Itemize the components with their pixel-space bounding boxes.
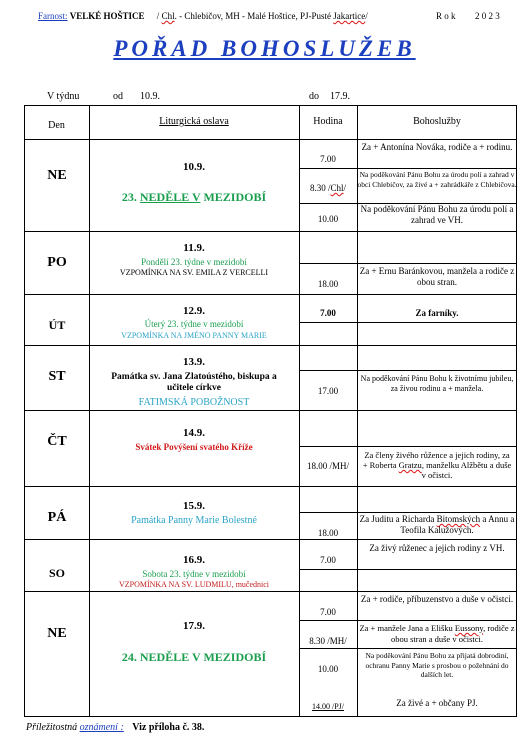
time-ne2-3: 10.00 <box>317 664 339 674</box>
day-ne1: NE <box>47 168 67 183</box>
week-do-label: do <box>309 91 319 102</box>
day-ct: ČT <box>47 434 67 449</box>
day-ut: ÚT <box>48 318 66 332</box>
feast-ne1: 23. NEDĚLE V MEZIDOBÍ <box>121 190 267 204</box>
filial-jakartice: Jakartice <box>333 11 366 21</box>
day-st: ST <box>48 369 66 384</box>
week-od-label: od <box>113 91 123 102</box>
date-st: 13.9. <box>183 356 205 368</box>
filial-close: / <box>365 11 368 21</box>
service-ne2-1: Za + rodiče, příbuzenstvo a duše v očistci. <box>360 594 514 604</box>
time-ut-1: 7.00 <box>320 308 336 318</box>
week-od: 10.9. <box>140 91 160 102</box>
time-ct-1: 18.00 /MH/ <box>306 461 349 471</box>
date-po: 11.9. <box>183 242 205 254</box>
service-pa-1: Za Juditu a Richarda Bitomských a Annu a Teofila Kalužových. <box>359 514 515 535</box>
filial-open: / <box>156 11 162 21</box>
farnost-name: VELKÉ HOŠTICE <box>69 11 145 21</box>
date-ut: 12.9. <box>183 305 205 317</box>
feast-ct: Svátek Povýšení svatého Kříže <box>135 442 253 452</box>
extra-st: FATIMSKÁ POBOŽNOST <box>138 397 250 408</box>
service-so-1: Za živý růženec a jejich rodiny z VH. <box>369 543 505 553</box>
footer-text: Viz příloha č. 38. <box>132 722 205 733</box>
filial-mid: . - Chlebičov, MH - Malé Hoštice, PJ-Pusté <box>174 11 334 21</box>
week-do: 17.9. <box>330 91 350 102</box>
time-ne1-1: 7.00 <box>320 154 336 164</box>
service-ne2-2: Za + manžele Jana a Elišku Eussony, rodiče z obou stran a duše v očistci. <box>359 623 515 644</box>
col-den: Den <box>48 120 65 131</box>
feast-so: Sobota 23. týdne v mezidobí <box>142 569 246 579</box>
date-pa: 15.9. <box>183 500 205 512</box>
time-ne2-4: 14.00 /PJ/ <box>311 702 344 711</box>
page-title: POŘAD BOHOSLUŽEB <box>113 36 416 61</box>
time-ne1-2: 8.30 /Chl/ <box>309 183 347 193</box>
time-ne2-2: 8.30 /MH/ <box>309 636 347 646</box>
service-ne2-3: Na poděkování Pánu Bohu za přijatá dobrodiní, ochranu Panny Marie s prosbou o požehnání do dalších let. <box>365 651 509 679</box>
time-st-1: 17.00 <box>317 386 339 396</box>
date-ct: 14.9. <box>183 427 205 439</box>
rok-value: 2 0 2 3 <box>475 11 500 21</box>
service-ct-1: Za členy živého růžence a jejich rodiny, za + Roberta Gratzu, manželku Alžbětu a duše v očistci. <box>362 450 512 480</box>
col-liturgicka: Liturgická oslava <box>159 116 229 127</box>
service-st-1: Na poděkování Pánu Bohu k životnímu jubileu, za živou rodinu a + manžela. <box>360 374 514 393</box>
memorial-so: VZPOMÍNKA NA SV. LUDMILU, mučednici <box>118 580 270 589</box>
time-so-1: 7.00 <box>320 555 336 565</box>
time-po-1: 18.00 <box>317 279 339 289</box>
date-ne1: 10.9. <box>183 161 205 173</box>
day-ne2: NE <box>47 626 67 641</box>
service-ne1-2: Na poděkování Pánu Bohu za úrodu polí a zahrad v obci Chlebičov, za živé a + zahrádkáře z Chlebičova. <box>357 170 517 189</box>
feast-po: Pondělí 23. týdne v mezidobí <box>141 257 247 267</box>
memorial-po: VZPOMÍNKA NA SV. EMILA Z VERCELLI <box>119 268 269 277</box>
time-pa-1: 18.00 <box>317 528 339 538</box>
feast-ut: Úterý 23. týdne v mezidobí <box>144 319 244 329</box>
date-so: 16.9. <box>183 554 205 566</box>
service-ne1-3: Na poděkování Pánu Bohu za úrodu polí a zahrad ve VH. <box>360 204 514 225</box>
service-ne1-1: Za + Antonína Nováka, rodiče a + rodinu. <box>361 142 513 152</box>
memorial-ut: VZPOMÍNKA NA JMÉNO PANNY MARIE <box>121 331 267 340</box>
feast-st: Památka sv. Jana Zlatoústého, biskupa a učitele církve <box>111 372 277 393</box>
week-label: V týdnu <box>47 91 80 102</box>
service-po-1: Za + Ernu Baránkovou, manžela a rodiče z obou stran. <box>359 266 515 287</box>
feast-ne2: 24. NEDĚLE V MEZIDOBÍ <box>121 650 267 664</box>
col-bohosluzby: Bohoslužby <box>413 116 461 127</box>
farnost-label: Farnost: <box>38 11 68 21</box>
service-ut-1: Za farníky. <box>415 308 459 318</box>
day-so: SO <box>48 566 65 580</box>
service-ne2-4: Za živé a + občany PJ. <box>396 698 478 708</box>
footer-note: Příležitostná oznámení : Viz příloha č. 38. <box>26 722 205 733</box>
feast-pa: Památka Panny Marie Bolestné <box>131 515 257 526</box>
day-po: PO <box>47 255 67 270</box>
filial-chl: Chl <box>161 11 175 21</box>
parish-header <box>38 11 368 21</box>
rok-label: R o k <box>436 11 456 21</box>
footer-oznameni: oznámení : <box>79 722 124 733</box>
time-ne1-3: 10.00 <box>317 214 339 224</box>
time-ne2-1: 7.00 <box>320 607 336 617</box>
col-hodina: Hodina <box>313 116 343 127</box>
day-pa: PÁ <box>47 510 67 525</box>
date-ne2: 17.9. <box>183 620 205 632</box>
